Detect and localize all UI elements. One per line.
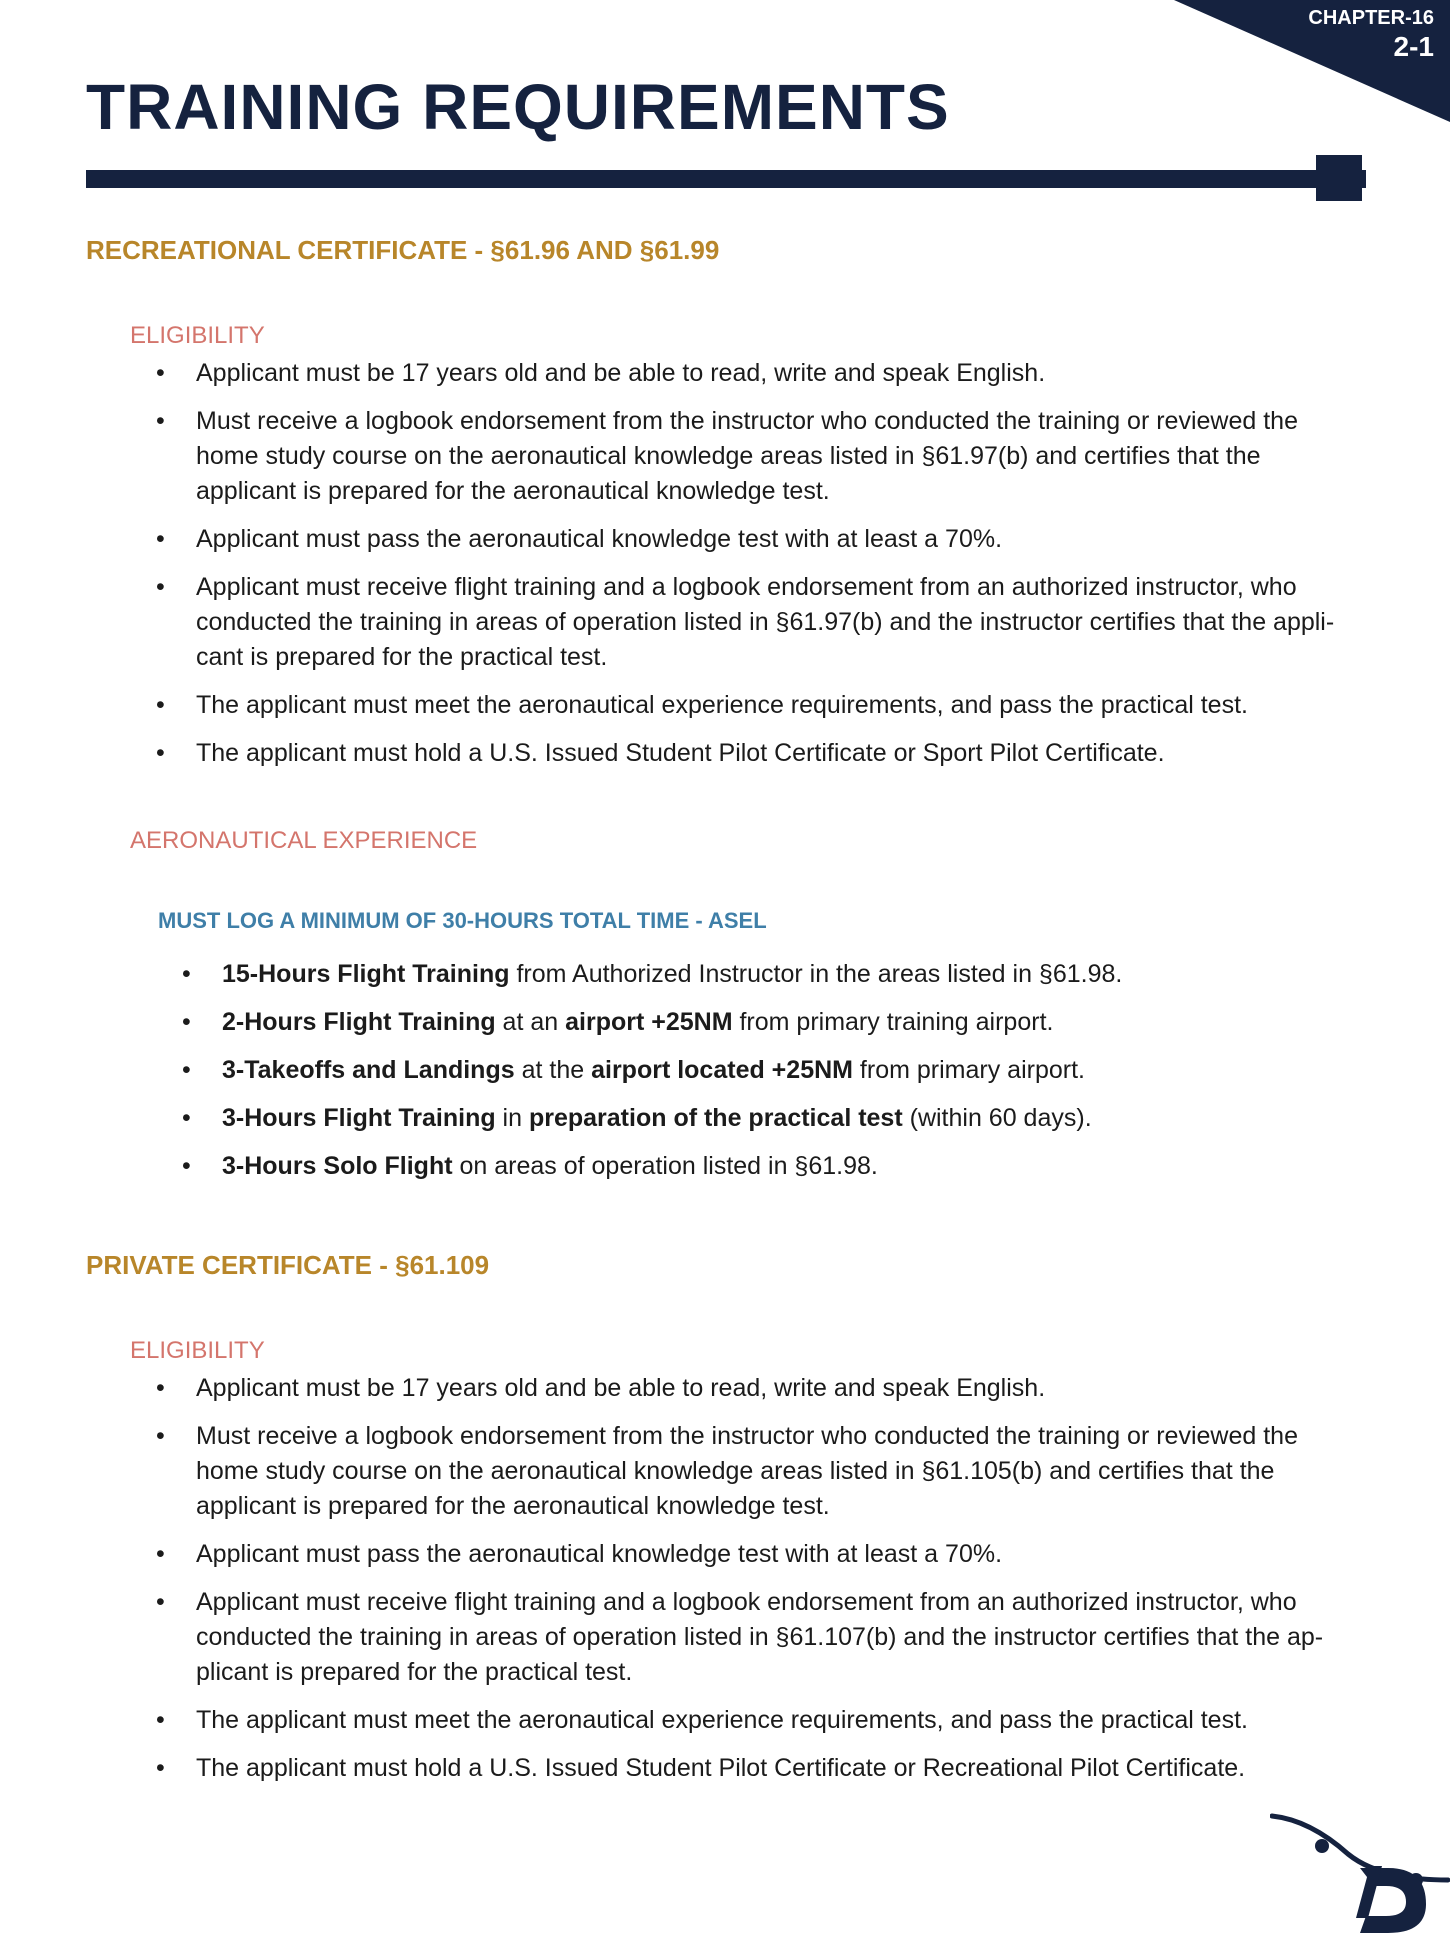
list-item: • Applicant must receive flight training and a logbook endorsement from an authorized instructor, who conducted the training in areas of operation listed in §61.107(b) and the instructor certifies that the ap-plicant is prepared for the practical test. (156, 1585, 1364, 1690)
bold-text: 3-Hours Solo Flight (222, 1152, 453, 1180)
bold-text: airport +25NM (565, 1008, 733, 1036)
airplane-d-logo-icon (1270, 1808, 1450, 1933)
bold-text: airport located +25NM (591, 1056, 853, 1084)
chapter-number: CHAPTER-16 (1308, 7, 1434, 29)
list-item: • The applicant must meet the aeronautical experience requirements, and pass the practical test. (156, 1703, 1364, 1738)
recreational-heading: RECREATIONAL CERTIFICATE - §61.96 AND §61.99 (86, 235, 720, 265)
list-item: • Applicant must be 17 years old and be able to read, write and speak English. (156, 1371, 1364, 1406)
list-item (182, 1053, 1342, 1088)
text: on areas of operation listed in §61.98. (452, 1152, 878, 1180)
private-heading: PRIVATE CERTIFICATE - §61.109 (86, 1250, 490, 1280)
experience-list (182, 957, 1342, 1184)
text: at the (514, 1056, 592, 1084)
list-item (182, 1101, 1342, 1136)
list-item: • Applicant must receive flight training and a logbook endorsement from an authorized instructor, who conducted the training in areas of operation listed in §61.97(b) and the instructor certifies that the appli-cant is prepared for the practical test. (156, 570, 1364, 675)
text: from primary training airport. (732, 1008, 1054, 1036)
bold-text: 3-Takeoffs and Landings (222, 1056, 515, 1084)
list-item: • Applicant must pass the aeronautical knowledge test with at least a 70%. (156, 522, 1364, 557)
chapter-label (1234, 6, 1434, 64)
recreational-eligibility-list (156, 356, 1364, 771)
list-item: • Applicant must pass the aeronautical knowledge test with at least a 70%. (156, 1537, 1364, 1572)
bold-text: 2-Hours Flight Training (222, 1008, 496, 1036)
text: (within 60 days). (902, 1104, 1092, 1132)
page-title: TRAINING REQUIREMENTS (86, 71, 950, 143)
list-item: • Must receive a logbook endorsement from the instructor who conducted the training or reviewed the home study course on the aeronautical knowledge areas listed in §61.105(b) and certifies that the applicant is prepared for the aeronautical knowledge test. (156, 1419, 1364, 1524)
private-eligibility-list (156, 1371, 1364, 1786)
text: in (495, 1104, 529, 1132)
bold-text: 3-Hours Flight Training (222, 1104, 496, 1132)
list-item: • The applicant must meet the aeronautical experience requirements, and pass the practical test. (156, 688, 1364, 723)
title-rule (86, 170, 1366, 188)
bold-text: 15-Hours Flight Training (222, 960, 510, 988)
recreational-eligibility-heading: ELIGIBILITY (130, 322, 265, 349)
private-eligibility-heading: ELIGIBILITY (130, 1337, 265, 1364)
page-number: 2-1 (1393, 31, 1434, 62)
list-item: • The applicant must hold a U.S. Issued Student Pilot Certificate or Recreational Pilot Certificate. (156, 1751, 1364, 1786)
list-item: • Must receive a logbook endorsement from the instructor who conducted the training or reviewed the home study course on the aeronautical knowledge areas listed in §61.97(b) and certifies that the applicant is prepared for the aeronautical knowledge test. (156, 404, 1364, 509)
list-item (182, 1149, 1342, 1184)
aeronautical-experience-heading: AERONAUTICAL EXPERIENCE (130, 827, 478, 854)
list-item: • Applicant must be 17 years old and be able to read, write and speak English. (156, 356, 1364, 391)
text: from Authorized Instructor in the areas listed in §61.98. (509, 960, 1123, 988)
text: at an (495, 1008, 566, 1036)
title-rule-cap (1316, 155, 1362, 201)
bold-text: preparation of the practical test (528, 1104, 903, 1132)
list-item (182, 957, 1342, 992)
experience-subheading: MUST LOG A MINIMUM OF 30-HOURS TOTAL TIME - ASEL (158, 908, 767, 933)
list-item (182, 1005, 1342, 1040)
text: from primary airport. (852, 1056, 1085, 1084)
list-item: • The applicant must hold a U.S. Issued Student Pilot Certificate or Sport Pilot Certificate. (156, 736, 1364, 771)
